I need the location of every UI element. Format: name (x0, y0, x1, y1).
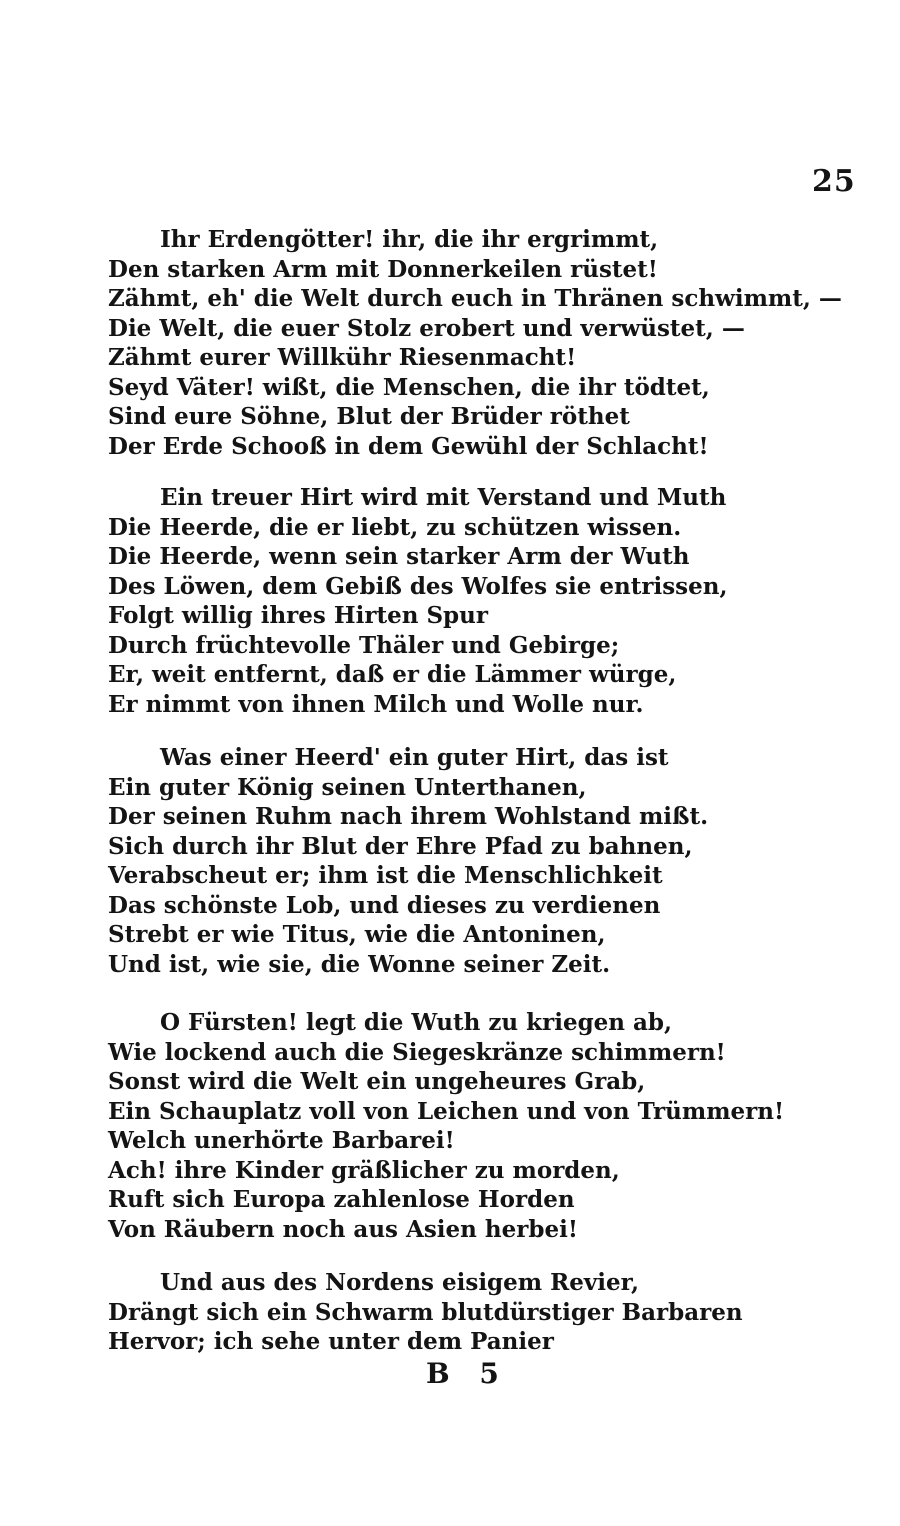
verse-line: Ruft sich Europa zahlenlose Horden (108, 1186, 575, 1213)
stanza-2 (108, 483, 768, 719)
verse-line: Verabscheut er; ihm ist die Menschlichkeit (108, 862, 663, 889)
verse-line: Drängt sich ein Schwarm blutdürstiger Barbaren (108, 1298, 743, 1326)
verse-line: Zähmt eurer Willkühr Riesenmacht! (108, 344, 577, 371)
verse-line: Die Heerde, die er liebt, zu schützen wissen. (108, 513, 682, 541)
stanza-4 (108, 1008, 785, 1244)
verse-line: Und aus des Nordens eisigem Revier, (160, 1269, 640, 1296)
verse-line: Er, weit entfernt, daß er die Lämmer würge, (108, 661, 677, 688)
verse-line: Sind eure Söhne, Blut der Brüder röthet (108, 403, 630, 430)
verse-line: Er nimmt von ihnen Milch und Wolle nur. (108, 690, 644, 718)
verse-line: Von Räubern noch aus Asien herbei! (108, 1215, 578, 1243)
verse-line: Ein guter König seinen Unterthanen, (108, 773, 587, 801)
verse-line: Die Heerde, wenn sein starker Arm der Wuth (108, 543, 690, 570)
verse-line: Seyd Väter! wißt, die Menschen, die ihr tödtet, (108, 373, 710, 401)
verse-line: Sich durch ihr Blut der Ehre Pfad zu bahnen, (108, 832, 693, 860)
signature-mark: B 5 (426, 1357, 509, 1390)
page-number: 25 (812, 164, 856, 199)
verse-line: Hervor; ich sehe unter dem Panier (108, 1328, 554, 1355)
verse-line: Durch früchtevolle Thäler und Gebirge; (108, 631, 620, 659)
verse-line: Welch unerhörte Barbarei! (108, 1127, 455, 1154)
verse-line: Ach! ihre Kinder gräßlicher zu morden, (108, 1156, 620, 1184)
verse-line: Was einer Heerd' ein guter Hirt, das ist (160, 744, 669, 771)
verse-line: Ihr Erdengötter! ihr, die ihr ergrimmt, (160, 226, 659, 253)
verse-line: Und ist, wie sie, die Wonne seiner Zeit. (108, 950, 611, 978)
stanza-5 (108, 1268, 768, 1357)
stanza-1 (108, 225, 842, 461)
verse-line: O Fürsten! legt die Wuth zu kriegen ab, (160, 1009, 673, 1036)
verse-line: Wie lockend auch die Siegeskränze schimmern! (108, 1038, 726, 1066)
stanza-3 (108, 743, 768, 979)
verse-line: Der Erde Schooß in dem Gewühl der Schlacht! (108, 432, 709, 460)
verse-line: Zähmt, eh' die Welt durch euch in Thränen schwimmt, — (108, 285, 842, 312)
verse-line: Der seinen Ruhm nach ihrem Wohlstand mißt. (108, 803, 709, 830)
verse-line: Die Welt, die euer Stolz erobert und verwüstet, — (108, 314, 745, 342)
verse-line: Ein treuer Hirt wird mit Verstand und Muth (160, 484, 727, 511)
verse-line: Den starken Arm mit Donnerkeilen rüstet! (108, 255, 658, 283)
verse-line: Des Löwen, dem Gebiß des Wolfes sie entrissen, (108, 572, 728, 600)
verse-line: Folgt willig ihres Hirten Spur (108, 602, 488, 629)
verse-line: Ein Schauplatz voll von Leichen und von Trümmern! (108, 1097, 785, 1125)
verse-line: Sonst wird die Welt ein ungeheures Grab, (108, 1068, 646, 1095)
verse-line: Das schönste Lob, und dieses zu verdienen (108, 891, 661, 919)
verse-line: Strebt er wie Titus, wie die Antoninen, (108, 921, 606, 948)
